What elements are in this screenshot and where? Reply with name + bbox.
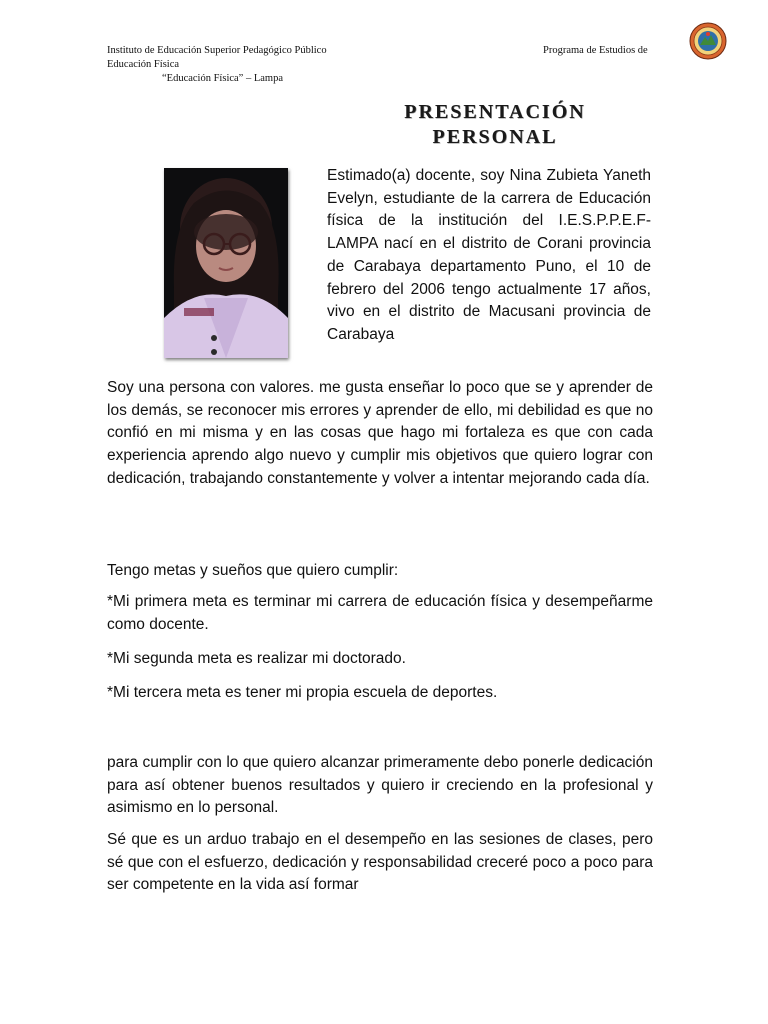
- institution-seal-icon: [689, 22, 727, 60]
- goal-item-3: *Mi tercera meta es tener mi propia escuela de deportes.: [107, 684, 498, 701]
- title-line-2: PERSONAL: [432, 126, 558, 148]
- closing-paragraph: Sé que es un arduo trabajo en el desempeño en las sesiones de clases, pero sé que con el esfuerzo, dedicación y responsabilidad creceré poco a poco para ser competente en la vida así formar: [107, 831, 653, 894]
- institution-location: “Educación Física” – Lampa: [162, 73, 283, 84]
- student-photo: [164, 168, 288, 358]
- values-paragraph: Soy una persona con valores. me gusta enseñar lo poco que se y aprender de los demás, se reconocer mis errores y aprender de ello, mi debilidad es que no confió en mi misma y en las cosas que hago mi fortaleza es que con cada experiencia aprendo algo nuevo y cumplir mis objetivos que quiero lograr con dedicación, trabajando constantemente y volver a intentar mejorando cada día.: [107, 379, 653, 487]
- program-header: Programa de Estudios de: [543, 45, 648, 56]
- institution-specialty: Educación Física: [107, 59, 180, 70]
- goal-item-2: *Mi segunda meta es realizar mi doctorado.: [107, 650, 406, 667]
- institution-header: [107, 44, 407, 86]
- goal-item-1: *Mi primera meta es terminar mi carrera de educación física y desempeñarme como docente.: [107, 593, 653, 633]
- institution-name: Instituto de Educación Superior Pedagógico Público: [107, 45, 327, 56]
- goals-intro: Tengo metas y sueños que quiero cumplir:: [107, 562, 399, 579]
- portrait-image: [164, 168, 288, 358]
- dedication-paragraph: para cumplir con lo que quiero alcanzar primeramente debo ponerle dedicación para así obtener buenos resultados y quiero ir creciendo en la profesional y asimismo en lo personal.: [107, 754, 653, 817]
- intro-paragraph: Estimado(a) docente, soy Nina Zubieta Yaneth Evelyn, estudiante de la carrera de Educación física de la institución del I.E.S.P.P.E.F- LAMPA nací en el distrito de Corani provincia de Carabaya departamento Puno, el 10 de febrero del 2006 tengo actualmente 17 años, vivo en el distrito de Macusani provincia de Carabaya: [327, 167, 651, 343]
- page-title: [340, 100, 650, 150]
- title-line-1: PRESENTACIÓN: [404, 101, 586, 123]
